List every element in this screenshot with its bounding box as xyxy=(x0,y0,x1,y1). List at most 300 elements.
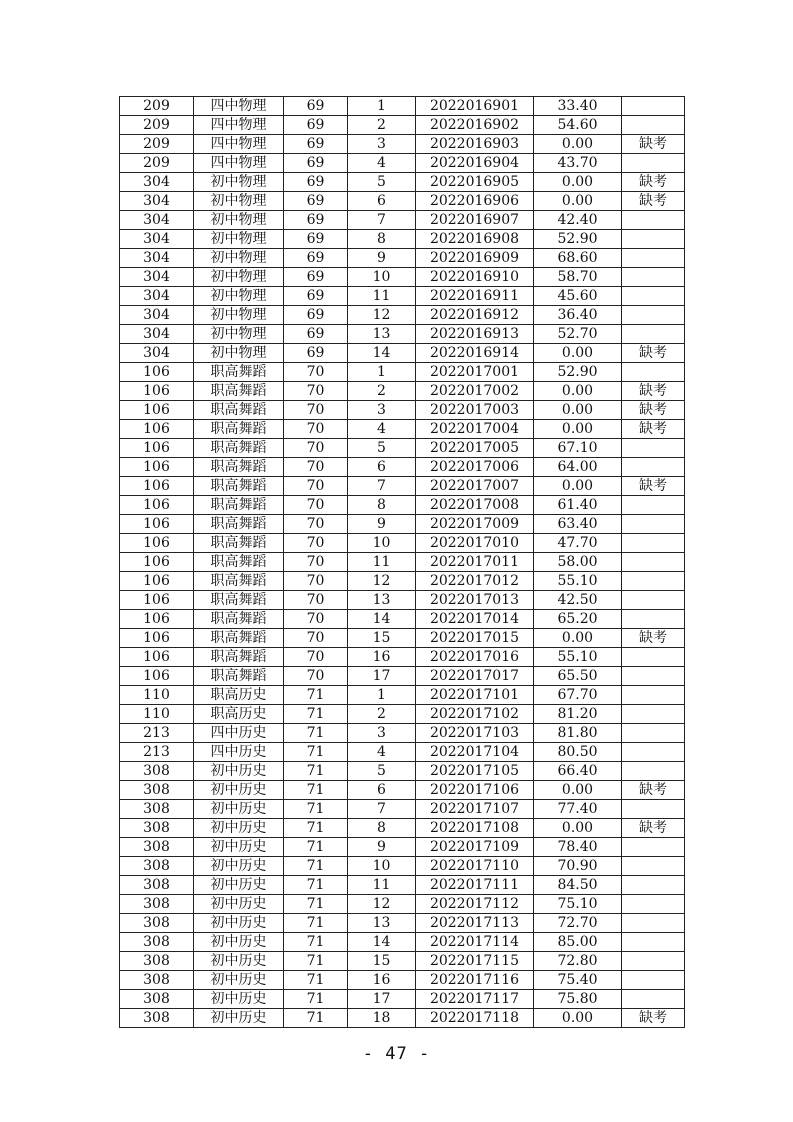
seat-cell: 8 xyxy=(348,819,416,838)
table-row xyxy=(120,876,685,895)
room-cell: 308 xyxy=(120,800,194,819)
room-cell: 308 xyxy=(120,876,194,895)
note-cell: 缺考 xyxy=(622,819,685,838)
table-row xyxy=(120,667,685,686)
room-cell: 106 xyxy=(120,420,194,439)
score-table xyxy=(119,96,685,1028)
score-cell: 55.10 xyxy=(534,648,622,667)
note-cell xyxy=(622,116,685,135)
subject-cell: 初中物理 xyxy=(194,249,284,268)
room-cell: 304 xyxy=(120,287,194,306)
room-cell: 304 xyxy=(120,192,194,211)
note-cell xyxy=(622,800,685,819)
room-cell: 304 xyxy=(120,344,194,363)
seat-cell: 2 xyxy=(348,705,416,724)
seat-cell: 12 xyxy=(348,895,416,914)
room-cell: 106 xyxy=(120,458,194,477)
group-cell: 69 xyxy=(284,287,348,306)
subject-cell: 初中历史 xyxy=(194,857,284,876)
table-row xyxy=(120,515,685,534)
table-row xyxy=(120,420,685,439)
score-cell: 58.70 xyxy=(534,268,622,287)
table-row xyxy=(120,686,685,705)
subject-cell: 职高舞蹈 xyxy=(194,591,284,610)
group-cell: 71 xyxy=(284,971,348,990)
exam-id-cell: 2022016904 xyxy=(416,154,534,173)
note-cell: 缺考 xyxy=(622,382,685,401)
subject-cell: 职高舞蹈 xyxy=(194,553,284,572)
seat-cell: 4 xyxy=(348,154,416,173)
seat-cell: 5 xyxy=(348,762,416,781)
room-cell: 308 xyxy=(120,895,194,914)
score-cell: 0.00 xyxy=(534,135,622,154)
score-cell: 47.70 xyxy=(534,534,622,553)
table-row xyxy=(120,610,685,629)
note-cell xyxy=(622,610,685,629)
seat-cell: 3 xyxy=(348,135,416,154)
room-cell: 304 xyxy=(120,306,194,325)
exam-id-cell: 2022017110 xyxy=(416,857,534,876)
seat-cell: 14 xyxy=(348,933,416,952)
seat-cell: 10 xyxy=(348,268,416,287)
exam-id-cell: 2022017011 xyxy=(416,553,534,572)
subject-cell: 四中物理 xyxy=(194,135,284,154)
exam-id-cell: 2022016905 xyxy=(416,173,534,192)
table-row xyxy=(120,382,685,401)
subject-cell: 初中历史 xyxy=(194,819,284,838)
table-row xyxy=(120,477,685,496)
group-cell: 69 xyxy=(284,211,348,230)
seat-cell: 12 xyxy=(348,306,416,325)
exam-id-cell: 2022017118 xyxy=(416,1009,534,1028)
note-cell xyxy=(622,762,685,781)
subject-cell: 职高舞蹈 xyxy=(194,420,284,439)
subject-cell: 初中历史 xyxy=(194,876,284,895)
table-row xyxy=(120,344,685,363)
note-cell: 缺考 xyxy=(622,401,685,420)
group-cell: 69 xyxy=(284,249,348,268)
note-cell: 缺考 xyxy=(622,192,685,211)
group-cell: 70 xyxy=(284,439,348,458)
table-row xyxy=(120,97,685,116)
score-cell: 42.50 xyxy=(534,591,622,610)
score-cell: 0.00 xyxy=(534,420,622,439)
table-row xyxy=(120,553,685,572)
note-cell xyxy=(622,363,685,382)
room-cell: 308 xyxy=(120,1009,194,1028)
note-cell: 缺考 xyxy=(622,344,685,363)
score-cell: 81.80 xyxy=(534,724,622,743)
exam-id-cell: 2022017114 xyxy=(416,933,534,952)
score-cell: 66.40 xyxy=(534,762,622,781)
note-cell xyxy=(622,572,685,591)
table-row xyxy=(120,325,685,344)
exam-id-cell: 2022017102 xyxy=(416,705,534,724)
score-cell: 54.60 xyxy=(534,116,622,135)
room-cell: 106 xyxy=(120,363,194,382)
exam-id-cell: 2022016902 xyxy=(416,116,534,135)
subject-cell: 职高舞蹈 xyxy=(194,363,284,382)
seat-cell: 7 xyxy=(348,800,416,819)
seat-cell: 7 xyxy=(348,211,416,230)
score-cell: 0.00 xyxy=(534,477,622,496)
table-row xyxy=(120,648,685,667)
exam-id-cell: 2022017017 xyxy=(416,667,534,686)
exam-id-cell: 2022016912 xyxy=(416,306,534,325)
note-cell xyxy=(622,591,685,610)
table-row xyxy=(120,1009,685,1028)
group-cell: 71 xyxy=(284,990,348,1009)
subject-cell: 初中历史 xyxy=(194,1009,284,1028)
note-cell xyxy=(622,553,685,572)
exam-id-cell: 2022017001 xyxy=(416,363,534,382)
subject-cell: 四中物理 xyxy=(194,154,284,173)
seat-cell: 3 xyxy=(348,401,416,420)
seat-cell: 18 xyxy=(348,1009,416,1028)
score-cell: 78.40 xyxy=(534,838,622,857)
table-row xyxy=(120,534,685,553)
room-cell: 308 xyxy=(120,762,194,781)
subject-cell: 职高历史 xyxy=(194,686,284,705)
score-cell: 75.40 xyxy=(534,971,622,990)
note-cell xyxy=(622,439,685,458)
group-cell: 71 xyxy=(284,933,348,952)
table-row xyxy=(120,743,685,762)
exam-id-cell: 2022017105 xyxy=(416,762,534,781)
room-cell: 304 xyxy=(120,230,194,249)
note-cell xyxy=(622,325,685,344)
room-cell: 209 xyxy=(120,116,194,135)
group-cell: 70 xyxy=(284,363,348,382)
room-cell: 308 xyxy=(120,952,194,971)
exam-id-cell: 2022017010 xyxy=(416,534,534,553)
exam-id-cell: 2022017013 xyxy=(416,591,534,610)
room-cell: 106 xyxy=(120,496,194,515)
table-row xyxy=(120,439,685,458)
table-row xyxy=(120,724,685,743)
subject-cell: 初中物理 xyxy=(194,230,284,249)
room-cell: 213 xyxy=(120,743,194,762)
room-cell: 304 xyxy=(120,249,194,268)
seat-cell: 5 xyxy=(348,173,416,192)
table-row xyxy=(120,895,685,914)
score-cell: 0.00 xyxy=(534,1009,622,1028)
exam-id-cell: 2022017116 xyxy=(416,971,534,990)
table-row xyxy=(120,249,685,268)
table-row xyxy=(120,572,685,591)
table-row xyxy=(120,762,685,781)
table-row xyxy=(120,971,685,990)
seat-cell: 10 xyxy=(348,857,416,876)
table-row xyxy=(120,287,685,306)
table-row xyxy=(120,116,685,135)
note-cell xyxy=(622,933,685,952)
subject-cell: 初中历史 xyxy=(194,762,284,781)
room-cell: 209 xyxy=(120,97,194,116)
page-number: - 47 - xyxy=(362,1044,431,1064)
exam-id-cell: 2022017109 xyxy=(416,838,534,857)
exam-id-cell: 2022016901 xyxy=(416,97,534,116)
seat-cell: 8 xyxy=(348,496,416,515)
subject-cell: 职高舞蹈 xyxy=(194,667,284,686)
table-row xyxy=(120,173,685,192)
seat-cell: 1 xyxy=(348,97,416,116)
exam-id-cell: 2022017007 xyxy=(416,477,534,496)
score-table-body xyxy=(120,97,685,1028)
seat-cell: 12 xyxy=(348,572,416,591)
room-cell: 213 xyxy=(120,724,194,743)
score-cell: 85.00 xyxy=(534,933,622,952)
group-cell: 70 xyxy=(284,401,348,420)
note-cell xyxy=(622,724,685,743)
seat-cell: 13 xyxy=(348,591,416,610)
subject-cell: 初中历史 xyxy=(194,990,284,1009)
seat-cell: 15 xyxy=(348,952,416,971)
room-cell: 209 xyxy=(120,135,194,154)
note-cell xyxy=(622,230,685,249)
group-cell: 71 xyxy=(284,838,348,857)
room-cell: 106 xyxy=(120,648,194,667)
group-cell: 70 xyxy=(284,382,348,401)
score-cell: 0.00 xyxy=(534,344,622,363)
table-row xyxy=(120,838,685,857)
room-cell: 308 xyxy=(120,933,194,952)
exam-id-cell: 2022017107 xyxy=(416,800,534,819)
room-cell: 106 xyxy=(120,610,194,629)
group-cell: 71 xyxy=(284,876,348,895)
group-cell: 69 xyxy=(284,268,348,287)
score-cell: 70.90 xyxy=(534,857,622,876)
room-cell: 209 xyxy=(120,154,194,173)
exam-id-cell: 2022017111 xyxy=(416,876,534,895)
group-cell: 71 xyxy=(284,781,348,800)
group-cell: 70 xyxy=(284,515,348,534)
score-cell: 77.40 xyxy=(534,800,622,819)
score-cell: 43.70 xyxy=(534,154,622,173)
group-cell: 69 xyxy=(284,173,348,192)
note-cell xyxy=(622,705,685,724)
table-row xyxy=(120,952,685,971)
subject-cell: 职高舞蹈 xyxy=(194,610,284,629)
seat-cell: 10 xyxy=(348,534,416,553)
subject-cell: 四中物理 xyxy=(194,97,284,116)
seat-cell: 6 xyxy=(348,192,416,211)
room-cell: 106 xyxy=(120,477,194,496)
note-cell: 缺考 xyxy=(622,1009,685,1028)
room-cell: 308 xyxy=(120,990,194,1009)
score-cell: 45.60 xyxy=(534,287,622,306)
subject-cell: 职高舞蹈 xyxy=(194,534,284,553)
table-row xyxy=(120,933,685,952)
group-cell: 71 xyxy=(284,743,348,762)
exam-id-cell: 2022017117 xyxy=(416,990,534,1009)
exam-id-cell: 2022017012 xyxy=(416,572,534,591)
table-row xyxy=(120,819,685,838)
exam-id-cell: 2022017108 xyxy=(416,819,534,838)
score-cell: 75.80 xyxy=(534,990,622,1009)
note-cell xyxy=(622,97,685,116)
group-cell: 69 xyxy=(284,306,348,325)
table-row xyxy=(120,230,685,249)
score-cell: 0.00 xyxy=(534,819,622,838)
note-cell: 缺考 xyxy=(622,629,685,648)
seat-cell: 6 xyxy=(348,458,416,477)
exam-id-cell: 2022016908 xyxy=(416,230,534,249)
group-cell: 71 xyxy=(284,686,348,705)
exam-id-cell: 2022017016 xyxy=(416,648,534,667)
seat-cell: 11 xyxy=(348,876,416,895)
seat-cell: 17 xyxy=(348,990,416,1009)
exam-id-cell: 2022016911 xyxy=(416,287,534,306)
subject-cell: 职高舞蹈 xyxy=(194,458,284,477)
group-cell: 70 xyxy=(284,534,348,553)
exam-id-cell: 2022016906 xyxy=(416,192,534,211)
seat-cell: 8 xyxy=(348,230,416,249)
subject-cell: 职高舞蹈 xyxy=(194,401,284,420)
table-row xyxy=(120,306,685,325)
seat-cell: 17 xyxy=(348,667,416,686)
group-cell: 70 xyxy=(284,496,348,515)
exam-id-cell: 2022017008 xyxy=(416,496,534,515)
room-cell: 304 xyxy=(120,173,194,192)
seat-cell: 9 xyxy=(348,249,416,268)
subject-cell: 初中物理 xyxy=(194,287,284,306)
group-cell: 70 xyxy=(284,420,348,439)
room-cell: 110 xyxy=(120,686,194,705)
group-cell: 69 xyxy=(284,325,348,344)
group-cell: 70 xyxy=(284,648,348,667)
score-cell: 68.60 xyxy=(534,249,622,268)
note-cell xyxy=(622,895,685,914)
note-cell xyxy=(622,496,685,515)
room-cell: 308 xyxy=(120,819,194,838)
score-cell: 81.20 xyxy=(534,705,622,724)
table-row xyxy=(120,629,685,648)
subject-cell: 初中历史 xyxy=(194,914,284,933)
score-cell: 64.00 xyxy=(534,458,622,477)
group-cell: 69 xyxy=(284,97,348,116)
subject-cell: 职高历史 xyxy=(194,705,284,724)
table-row xyxy=(120,154,685,173)
seat-cell: 16 xyxy=(348,648,416,667)
seat-cell: 11 xyxy=(348,553,416,572)
room-cell: 106 xyxy=(120,515,194,534)
note-cell xyxy=(622,306,685,325)
room-cell: 308 xyxy=(120,857,194,876)
seat-cell: 3 xyxy=(348,724,416,743)
table-row xyxy=(120,705,685,724)
note-cell xyxy=(622,743,685,762)
subject-cell: 初中历史 xyxy=(194,781,284,800)
exam-id-cell: 2022016914 xyxy=(416,344,534,363)
table-row xyxy=(120,857,685,876)
group-cell: 70 xyxy=(284,458,348,477)
note-cell xyxy=(622,458,685,477)
seat-cell: 5 xyxy=(348,439,416,458)
group-cell: 70 xyxy=(284,610,348,629)
exam-id-cell: 2022017115 xyxy=(416,952,534,971)
room-cell: 304 xyxy=(120,211,194,230)
seat-cell: 14 xyxy=(348,610,416,629)
seat-cell: 6 xyxy=(348,781,416,800)
subject-cell: 职高舞蹈 xyxy=(194,496,284,515)
subject-cell: 四中物理 xyxy=(194,116,284,135)
group-cell: 70 xyxy=(284,629,348,648)
room-cell: 106 xyxy=(120,439,194,458)
subject-cell: 初中历史 xyxy=(194,895,284,914)
score-cell: 0.00 xyxy=(534,173,622,192)
score-cell: 36.40 xyxy=(534,306,622,325)
group-cell: 69 xyxy=(284,135,348,154)
score-cell: 65.20 xyxy=(534,610,622,629)
subject-cell: 初中历史 xyxy=(194,952,284,971)
score-cell: 0.00 xyxy=(534,382,622,401)
seat-cell: 9 xyxy=(348,515,416,534)
score-cell: 80.50 xyxy=(534,743,622,762)
exam-id-cell: 2022017015 xyxy=(416,629,534,648)
seat-cell: 13 xyxy=(348,914,416,933)
score-cell: 52.90 xyxy=(534,363,622,382)
note-cell xyxy=(622,876,685,895)
table-row xyxy=(120,401,685,420)
seat-cell: 11 xyxy=(348,287,416,306)
note-cell: 缺考 xyxy=(622,477,685,496)
table-row xyxy=(120,192,685,211)
table-row xyxy=(120,914,685,933)
score-cell: 52.70 xyxy=(534,325,622,344)
score-cell: 63.40 xyxy=(534,515,622,534)
room-cell: 308 xyxy=(120,838,194,857)
seat-cell: 9 xyxy=(348,838,416,857)
table-row xyxy=(120,268,685,287)
table-row xyxy=(120,591,685,610)
subject-cell: 初中物理 xyxy=(194,306,284,325)
subject-cell: 初中历史 xyxy=(194,933,284,952)
note-cell xyxy=(622,914,685,933)
score-cell: 0.00 xyxy=(534,629,622,648)
table-row xyxy=(120,496,685,515)
score-cell: 65.50 xyxy=(534,667,622,686)
subject-cell: 初中物理 xyxy=(194,344,284,363)
subject-cell: 职高舞蹈 xyxy=(194,515,284,534)
score-cell: 42.40 xyxy=(534,211,622,230)
note-cell xyxy=(622,990,685,1009)
note-cell xyxy=(622,857,685,876)
note-cell: 缺考 xyxy=(622,781,685,800)
subject-cell: 职高舞蹈 xyxy=(194,572,284,591)
note-cell xyxy=(622,648,685,667)
note-cell xyxy=(622,268,685,287)
table-row xyxy=(120,135,685,154)
note-cell xyxy=(622,515,685,534)
subject-cell: 初中物理 xyxy=(194,173,284,192)
exam-id-cell: 2022017003 xyxy=(416,401,534,420)
score-cell: 33.40 xyxy=(534,97,622,116)
exam-id-cell: 2022016903 xyxy=(416,135,534,154)
seat-cell: 4 xyxy=(348,743,416,762)
subject-cell: 初中物理 xyxy=(194,211,284,230)
room-cell: 106 xyxy=(120,534,194,553)
room-cell: 106 xyxy=(120,629,194,648)
group-cell: 71 xyxy=(284,705,348,724)
score-cell: 0.00 xyxy=(534,781,622,800)
subject-cell: 四中历史 xyxy=(194,743,284,762)
table-row xyxy=(120,990,685,1009)
note-cell xyxy=(622,249,685,268)
score-cell: 61.40 xyxy=(534,496,622,515)
group-cell: 70 xyxy=(284,477,348,496)
seat-cell: 14 xyxy=(348,344,416,363)
